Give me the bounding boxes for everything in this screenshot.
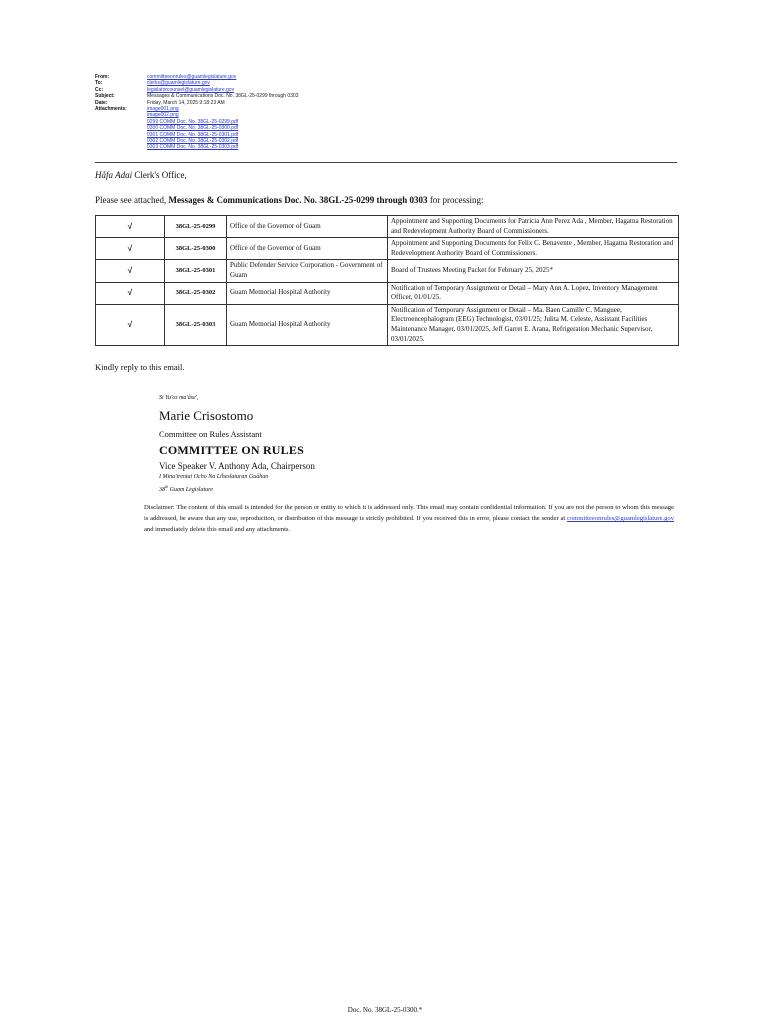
legislature-chamorro: I Mina'trentai Ocho Na Liheslaturan Guåhan bbox=[159, 474, 269, 480]
intro-post: for processing: bbox=[427, 195, 484, 205]
doc-number: 38GL-25-0302 bbox=[165, 282, 227, 304]
documents-table bbox=[95, 215, 679, 346]
office-cell: Office of the Governor of Guam bbox=[227, 238, 388, 260]
check-mark: √ bbox=[96, 238, 165, 260]
check-mark: √ bbox=[96, 260, 165, 282]
description-cell: Notification of Temporary Assignment or Detail – Mary Ann A. Lopez, Inventory Management Officer, 01/01/25. bbox=[388, 282, 679, 304]
cc-email-link[interactable]: legislatorcounsel@guamlegislature.gov bbox=[147, 86, 235, 93]
check-mark: √ bbox=[96, 304, 165, 345]
description-cell: Appointment and Supporting Documents for Felix C. Benavente , Member, Hagatna Restoration and Redevelopment Authority Board of Commissioners. bbox=[388, 238, 679, 260]
signer-name: Marie Crisostomo bbox=[159, 408, 254, 423]
attachment-link[interactable]: 0302 COMM Doc. No. 38GL-25-0302.pdf bbox=[147, 138, 239, 145]
doc-number: 38GL-25-0300 bbox=[165, 238, 227, 260]
disclaimer-post: and immediately delete this email and any attachments. bbox=[144, 526, 291, 534]
from-label: From: bbox=[95, 74, 110, 80]
disclaimer-pre: Disclaimer: The content of this email is intended for the person or entity to which it is addressed only. This email may contain confidential information. If you are not the person to whom this message is addressed, be aware that any use, reproduction, or distribution of this message is strictly prohibited. If you received this in error, please contact the sender at bbox=[144, 504, 674, 523]
intro-bold: Messages & Communications Doc. No. 38GL-25-0299 through 0303 bbox=[168, 195, 428, 205]
email-header bbox=[95, 74, 298, 151]
doc-number: 38GL-25-0303 bbox=[165, 304, 227, 345]
kindly-reply: Kindly reply to this email. bbox=[95, 362, 185, 372]
table-row bbox=[96, 238, 679, 260]
disclaimer-email-link[interactable]: committeeonrules@guamlegislature.gov bbox=[567, 515, 674, 523]
subject-label: Subject: bbox=[95, 93, 115, 100]
footer-doc-number: Doc. No. 38GL-25-0300.* bbox=[347, 1006, 423, 1014]
to-label: To: bbox=[95, 80, 103, 87]
subject-value: Messages & Communications Doc. No. 38GL-25-0299 through 0303 bbox=[147, 93, 299, 100]
attachments-row bbox=[95, 106, 298, 151]
closing: Si Yu'os ma'åse', bbox=[159, 395, 199, 401]
attachments-label: Attachments: bbox=[95, 106, 127, 113]
attachment-link[interactable]: 0300 COMM Doc. No. 38GL-25-0300.pdf bbox=[147, 125, 239, 132]
office-cell: Guam Memorial Hospital Authority bbox=[227, 304, 388, 345]
greeting-rest: Clerk's Office, bbox=[132, 170, 187, 180]
table-row bbox=[96, 216, 679, 238]
attachment-link[interactable]: 0301 COMM Doc. No. 38GL-25-0301.pdf bbox=[147, 131, 239, 138]
signature-block bbox=[159, 395, 315, 493]
legislature-english bbox=[159, 484, 315, 493]
attachment-link[interactable]: 0303 COMM Doc. No. 38GL-25-0303.pdf bbox=[147, 144, 239, 151]
table-row bbox=[96, 304, 679, 345]
disclaimer bbox=[144, 502, 674, 536]
legislature-suffix: th bbox=[165, 484, 169, 489]
signer-role: Committee on Rules Assistant bbox=[159, 429, 262, 439]
date-value: Friday, March 14, 2025 9:18:23 AM bbox=[147, 99, 225, 106]
office-cell: Office of the Governor of Guam bbox=[227, 216, 388, 238]
legislature-rest: Guam Legislature bbox=[168, 487, 213, 493]
table-row bbox=[96, 260, 679, 282]
greeting bbox=[95, 170, 187, 180]
doc-number: 38GL-25-0301 bbox=[165, 260, 227, 282]
description-cell: Appointment and Supporting Documents for Patricia Ann Perez Ada , Member, Hagatna Restoration and Redevelopment Authority Board of Commissioners. bbox=[388, 216, 679, 238]
office-cell: Guam Memorial Hospital Authority bbox=[227, 282, 388, 304]
attachment-link[interactable]: 0299 COMM Doc. No. 38GL-25-0299.pdf bbox=[147, 118, 239, 125]
cc-label: Cc: bbox=[95, 86, 104, 93]
attachment-list bbox=[147, 106, 238, 151]
header-divider bbox=[95, 162, 677, 163]
check-mark: √ bbox=[96, 216, 165, 238]
from-email-link[interactable]: committeeonrules@guamlegislature.gov bbox=[147, 74, 237, 80]
committee-name: COMMITTEE ON RULES bbox=[159, 443, 304, 457]
date-label: Date: bbox=[95, 99, 108, 106]
chairperson: Vice Speaker V. Anthony Ada, Chairperson bbox=[159, 461, 315, 471]
table-row bbox=[96, 282, 679, 304]
description-cell: Notification of Temporary Assignment or Detail – Ma. Baen Camille C. Manguee, Electroencephalogram (EEG) Technologist, 03/01/25; Julita M. Celeste, Assistant Facilities Maintenance Manager, 03/01/2025, Jeff Garret E. Arana, Refrigeration Mechanic Supervisor, 03/01/2025. bbox=[388, 304, 679, 345]
doc-number: 38GL-25-0299 bbox=[165, 216, 227, 238]
office-cell: Public Defender Service Corporation - Government of Guam bbox=[227, 260, 388, 282]
description-cell: Board of Trustees Meeting Packet for February 25, 2025* bbox=[388, 260, 679, 282]
legislature-number: 38 bbox=[159, 487, 165, 493]
intro-pre: Please see attached, bbox=[95, 195, 169, 205]
attachment-link[interactable]: image001.png bbox=[147, 106, 179, 113]
intro-text bbox=[95, 195, 484, 205]
check-mark: √ bbox=[96, 282, 165, 304]
to-email-link[interactable]: clerks@guamlegislature.gov bbox=[147, 80, 210, 87]
greeting-italic: Håfa Adai bbox=[95, 170, 133, 180]
attachment-link[interactable]: image002.png bbox=[147, 112, 179, 119]
